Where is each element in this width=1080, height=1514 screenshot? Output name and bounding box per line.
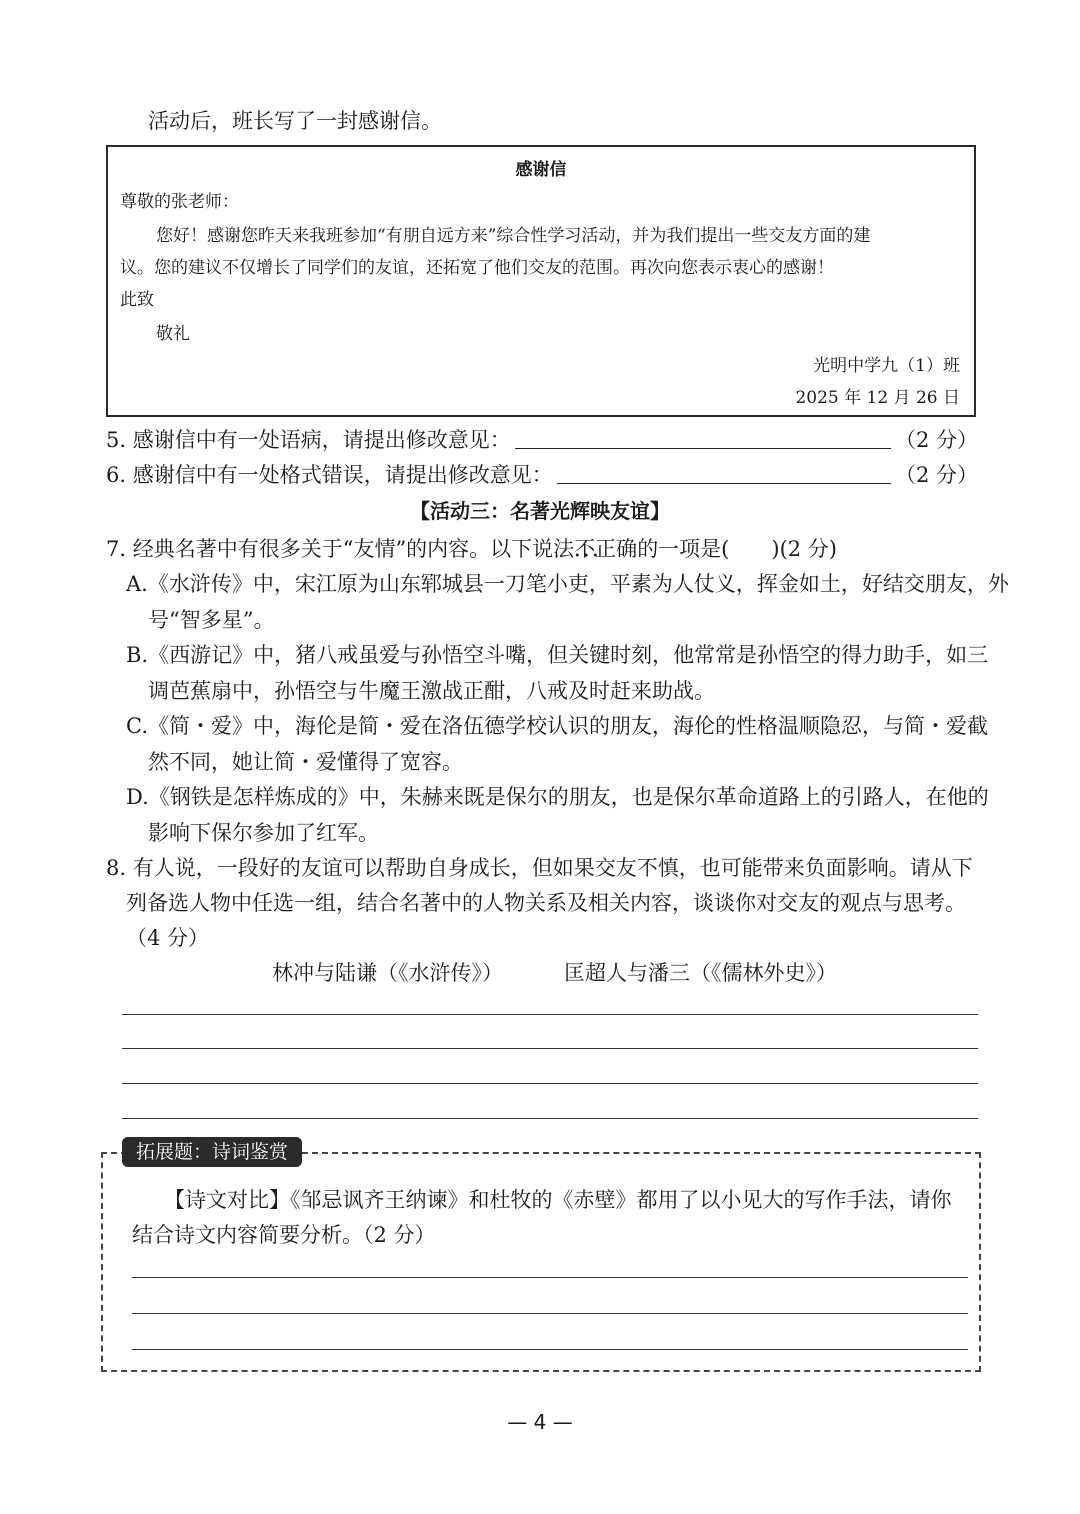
question-5-score: （2 分）: [894, 428, 978, 452]
extension-answer-line[interactable]: [132, 1349, 968, 1350]
question-6-text: 6. 感谢信中有一处格式错误，请提出修改意见：: [106, 463, 553, 487]
question-7-emphasis: 不正确 • • •: [574, 532, 637, 566]
extension-text: 【诗文对比】《邹忌讽齐王纳谏》和杜牧的《赤壁》都用了以小见大的写作手法，请你: [164, 1188, 952, 1212]
question-8-line: 8. 有人说，一段好的友谊可以帮助自身成长，但如果交友不慎，也可能带来负面影响。请从下: [106, 856, 973, 880]
question-8-choice-2: 匡超人与潘三（《儒林外史》）: [564, 961, 837, 985]
option-a: A.《水浒传》中，宋江原为山东郓城县一刀笔小吏，平素为人仗义，挥金如土，好结交朋友，外: [126, 572, 1009, 596]
answer-line[interactable]: [122, 1048, 978, 1049]
page-number: — 4 —: [507, 1410, 573, 1434]
extension-text: 结合诗文内容简要分析。（2 分）: [132, 1223, 436, 1247]
extension-tag: 拓展题：诗词鉴赏: [122, 1137, 302, 1167]
question-7-stem: [106, 532, 837, 566]
letter-signature: 光明中学九（1）班: [813, 356, 960, 376]
answer-line[interactable]: [122, 1118, 978, 1119]
question-6: [106, 458, 978, 492]
question-5-text: 5. 感谢信中有一处语病，请提出修改意见：: [106, 428, 511, 452]
option-b-cont: 调芭蕉扇中，孙悟空与牛魔王激战正酣，八戒及时赶来助战。: [148, 679, 715, 703]
letter-title: 感谢信: [515, 160, 567, 180]
letter-body-line: 议。您的建议不仅增长了同学们的友谊，还拓宽了他们交友的范围。再次向您表示衷心的感谢！: [120, 258, 834, 278]
option-a-cont: 号“智多星”。: [148, 608, 275, 632]
option-d: D.《钢铁是怎样炼成的》中，朱赫来既是保尔的朋友，也是保尔革命道路上的引路人，在他的: [126, 785, 989, 809]
option-c: C.《简・爱》中，海伦是简・爱在洛伍德学校认识的朋友，海伦的性格温顺隐忍，与简・爱截: [126, 714, 988, 738]
letter-date: 2025 年 12 月 26 日: [795, 388, 960, 408]
thank-you-letter: [106, 145, 976, 417]
letter-body-line: 您好！感谢您昨天来我班参加“有朋自远方来”综合性学习活动，并为我们提出一些交友方面的建: [156, 226, 871, 246]
letter-salutation: 尊敬的张老师：: [120, 192, 239, 212]
letter-closing: 此致: [120, 290, 154, 310]
extension-answer-line[interactable]: [132, 1313, 968, 1314]
question-7-stem-post: 的一项是( )(2 分): [637, 537, 837, 561]
question-8-choice-1: 林冲与陆谦（《水浒传》）: [272, 961, 503, 985]
question-6-score: （2 分）: [894, 463, 978, 487]
option-d-cont: 影响下保尔参加了红军。: [148, 821, 379, 845]
answer-line[interactable]: [122, 1083, 978, 1084]
question-8-line: 列备选人物中任选一组，结合名著中的人物关系及相关内容，谈谈你对交友的观点与思考。: [126, 891, 966, 915]
question-7-stem-pre: 7. 经典名著中有很多关于“友情”的内容。以下说法: [106, 537, 575, 561]
question-8-score: （4 分）: [126, 926, 210, 950]
option-c-cont: 然不同，她让简・爱懂得了宽容。: [148, 750, 463, 774]
question-6-answer-blank[interactable]: [557, 483, 891, 484]
section-heading: 【活动三：名著光辉映友谊】: [410, 499, 670, 523]
answer-line[interactable]: [122, 1014, 978, 1015]
letter-closing-salute: 敬礼: [156, 324, 190, 344]
option-b: B.《西游记》中，猪八戒虽爱与孙悟空斗嘴，但关键时刻，他常常是孙悟空的得力助手，如三: [126, 643, 989, 667]
intro-text: 活动后，班长写了一封感谢信。: [148, 109, 442, 133]
question-5: [106, 423, 978, 457]
extension-answer-line[interactable]: [132, 1277, 968, 1278]
question-5-answer-blank[interactable]: [515, 448, 891, 449]
